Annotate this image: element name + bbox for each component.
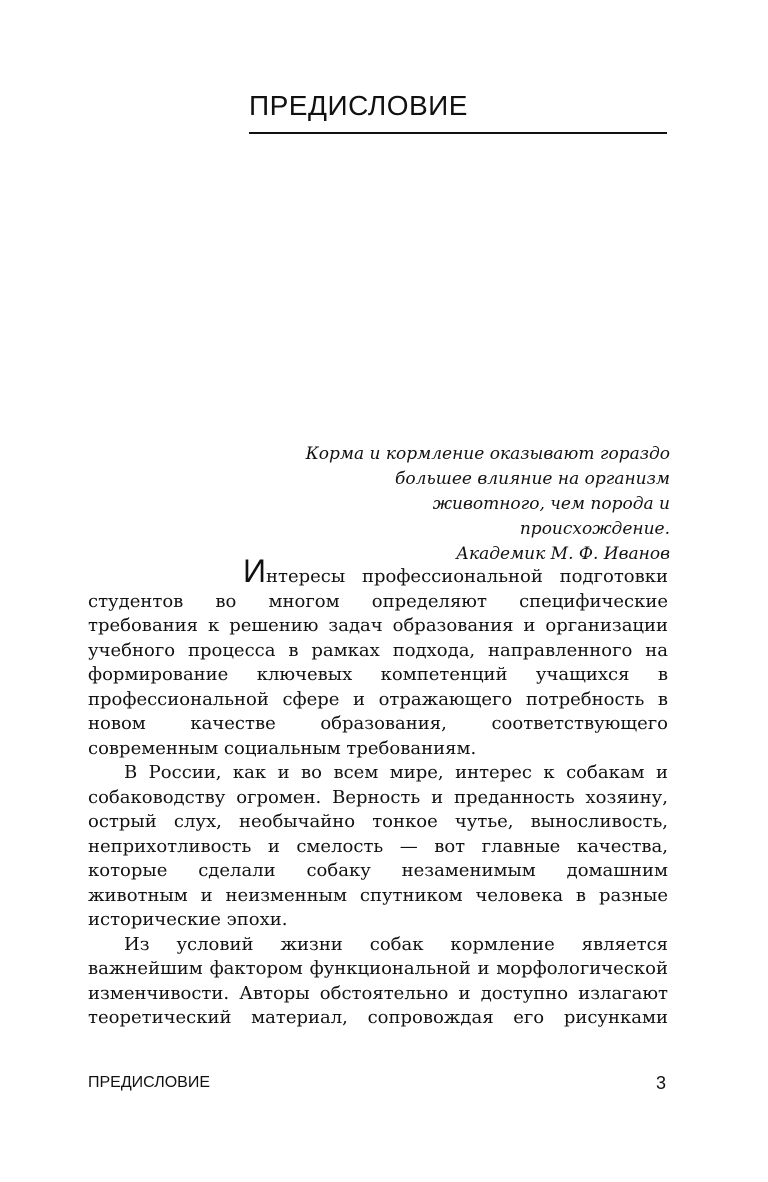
epigraph-author: Академик М. Ф. Иванов — [456, 544, 670, 564]
paragraph-1-text: нтересы профессиональной подготовки студентов во многом определяют специфические требования к решению задач образования и организации учебного процесса в рамках подхода, направленного на формирование ключевых компетенций учащихся в профессиональной сфере и отражающего потребность в новом качестве образования, соответствующего современным социальным требованиям. — [88, 566, 668, 759]
paragraph-3: Из условий жизни собак кормление является важнейшим фактором функциональной и морфологической изменчивости. Авторы обстоятельно и доступно излагают теоретический материал, сопровождая его рисунками — [88, 933, 668, 1028]
epigraph — [300, 442, 670, 567]
epigraph-quote: Корма и кормление оказывают гораздо большее влияние на организм животного, чем порода и происхождение. — [305, 444, 670, 539]
paragraph-2: В России, как и во всем мире, интерес к собакам и собаководству огромен. Верность и преданность хозяину, острый слух, необычайно тонкое чутье, выносливость, неприхотливость и смелость — вот главные качества, которые сделали собаку незаменимым домашним животным и неизменным спутником человека в разные исторические эпохи. — [88, 762, 668, 930]
running-title: ПРЕДИСЛОВИЕ — [88, 1074, 210, 1091]
initial-letter: И — [243, 553, 266, 589]
page-number: 3 — [655, 1073, 666, 1093]
chapter-title: ПРЕДИСЛОВИЕ — [249, 88, 667, 134]
